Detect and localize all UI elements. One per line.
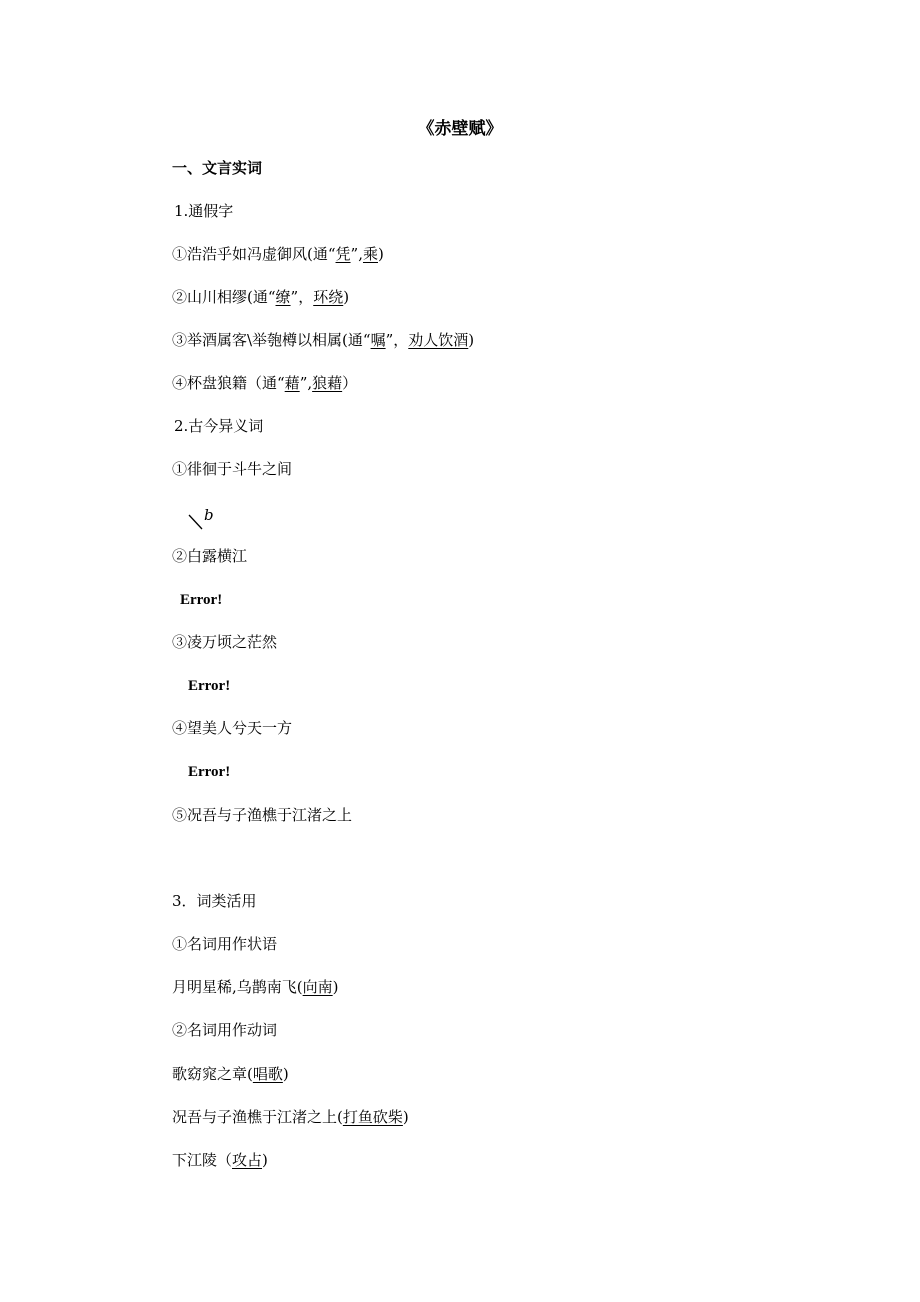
example-text: 歌窈窕之章(: [172, 1065, 253, 1083]
tongjia-item-3: [172, 329, 474, 351]
tongjia-item-4: [172, 372, 357, 394]
subheading-cilei-huoyong: 3．词类活用: [172, 892, 257, 910]
tongjia-sep: ”，: [290, 288, 314, 306]
cilei-example-3: [172, 1106, 409, 1128]
tongjia-item-text: ①浩浩乎如冯虚御风(通“: [172, 245, 336, 263]
guyin-item-3-error: Error!: [188, 678, 231, 694]
tongjia-char: 缭: [275, 288, 291, 306]
tongjia-meaning: 狼藉: [312, 374, 343, 392]
tongjia-close: ): [468, 331, 475, 349]
tongjia-char: 藉: [284, 374, 300, 392]
example-meaning: 攻占: [232, 1151, 263, 1169]
example-text: 月明星稀,乌鹊南飞(: [172, 978, 303, 996]
example-close: ): [262, 1151, 268, 1169]
cilei-example-1: [172, 976, 339, 998]
tongjia-meaning: 乘: [362, 245, 378, 263]
example-text: 下江陵（: [172, 1151, 233, 1169]
tongjia-item-text: ③举酒属客\举匏樽以相属(通“: [172, 331, 371, 349]
guyin-item-2: ②白露横江: [172, 547, 248, 565]
tongjia-close: ): [378, 245, 384, 263]
cilei-group-2-label: ②名词用作动词: [172, 1021, 278, 1039]
tongjia-close: ): [343, 288, 350, 306]
tongjia-item-text: ②山川相缪(通“: [172, 288, 276, 306]
guyin-item-1-note: b: [204, 506, 214, 524]
example-close: ): [402, 1108, 409, 1126]
tongjia-sep: ”,: [350, 245, 363, 263]
example-meaning: 唱歌: [252, 1065, 283, 1083]
tongjia-char: 凭: [335, 245, 351, 263]
tongjia-item-1: [172, 243, 384, 265]
guyin-item-2-error: Error!: [180, 592, 223, 608]
example-meaning: 打鱼砍柴: [342, 1108, 403, 1126]
tongjia-meaning: 劝人饮酒: [408, 331, 469, 349]
tongjia-sep: ”,: [299, 374, 313, 392]
tongjia-meaning: 环绕: [313, 288, 344, 306]
section-heading-wenyan-shici: 一、文言实词: [172, 159, 263, 177]
guyin-item-4-error: Error!: [188, 764, 231, 780]
guyin-item-4: ④望美人兮天一方: [172, 719, 293, 737]
guyin-item-1: ①徘徊于斗牛之间: [172, 460, 293, 478]
cilei-example-2: [172, 1063, 289, 1085]
guyin-item-5: ⑤况吾与子渔樵于江渚之上: [172, 806, 353, 824]
cilei-group-1-label: ①名词用作状语: [172, 935, 278, 953]
cilei-example-4: [172, 1149, 268, 1171]
example-meaning: 向南: [302, 978, 333, 996]
slash-stroke: [189, 515, 202, 529]
tongjia-close: ）: [342, 374, 358, 392]
example-close: ): [282, 1065, 289, 1083]
document-title: 《赤壁赋》: [417, 119, 503, 139]
tongjia-sep: ”，: [385, 331, 409, 349]
guyin-item-3: ③凌万顷之茫然: [172, 633, 278, 651]
subheading-gujin-yiyici: 2.古今异义词: [174, 417, 264, 435]
tongjia-item-2: [172, 286, 349, 308]
tongjia-item-text: ④杯盘狼籍（通“: [172, 374, 285, 392]
subheading-tongjiazi: 1.通假字: [174, 202, 234, 220]
example-text: 况吾与子渔樵于江渚之上(: [172, 1108, 343, 1126]
tongjia-char: 嘱: [370, 331, 386, 349]
example-close: ): [332, 978, 339, 996]
